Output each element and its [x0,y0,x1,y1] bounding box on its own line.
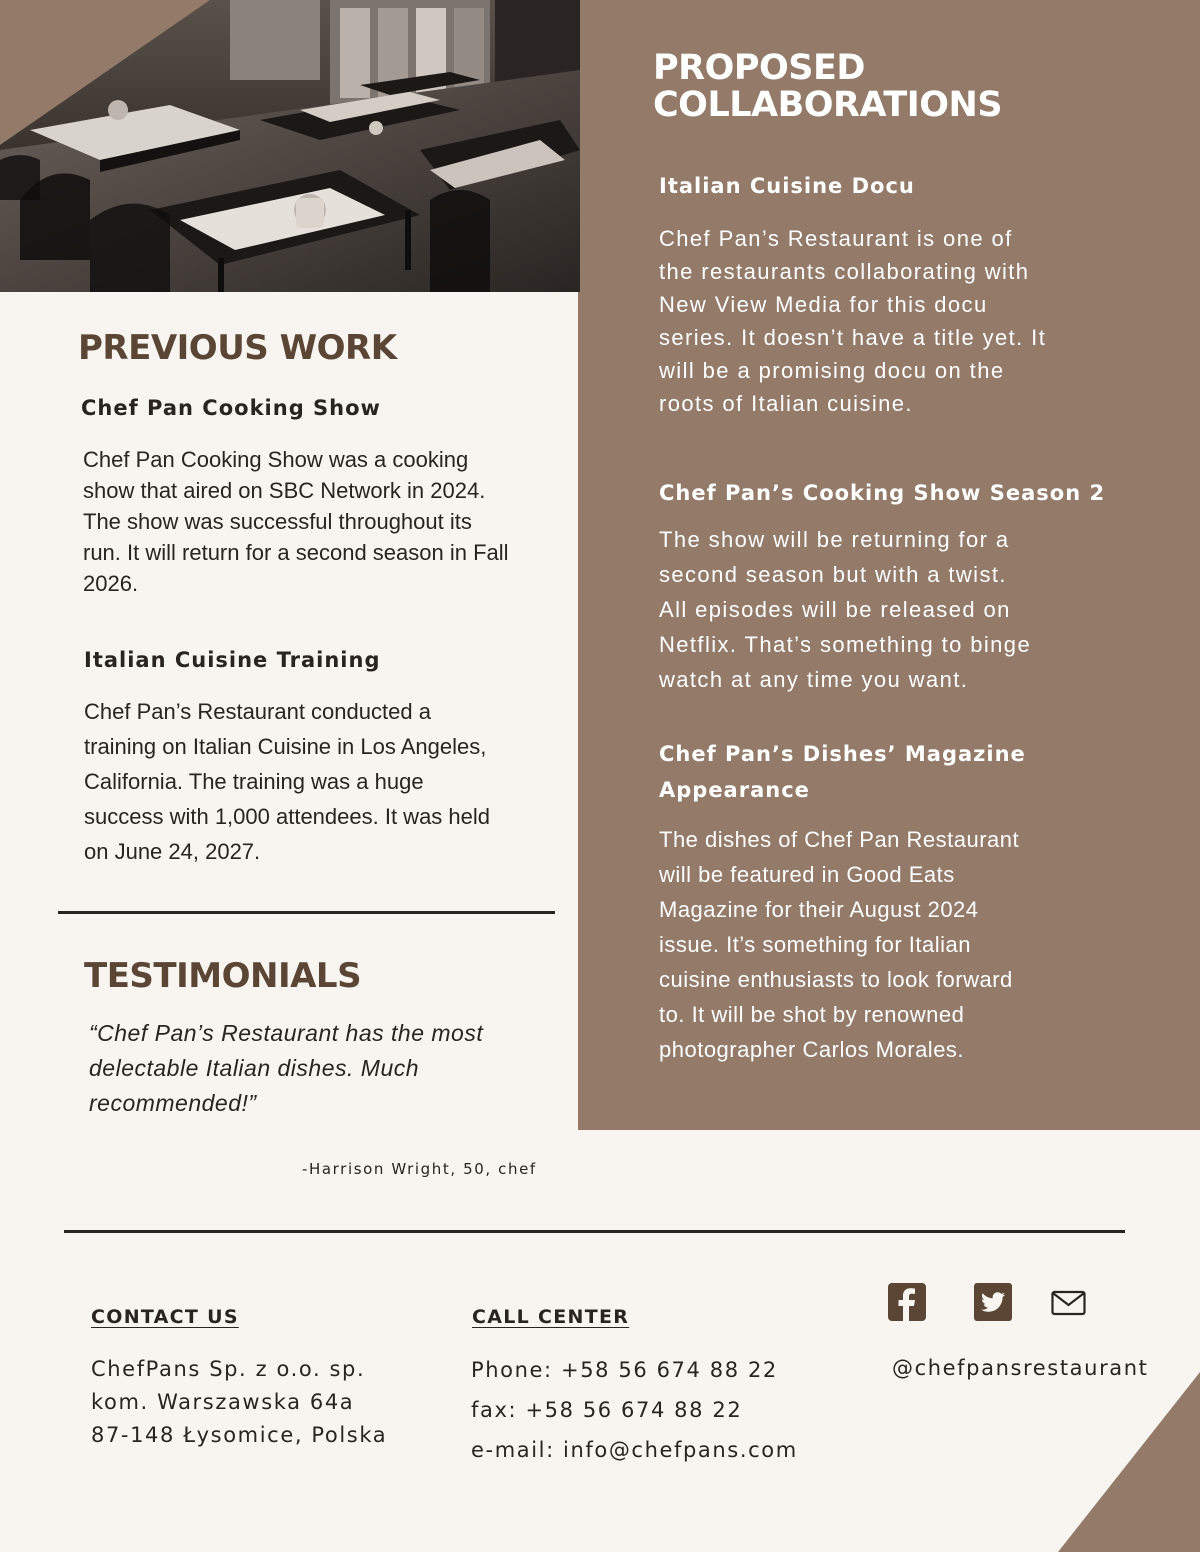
text-line: photographer Carlos Morales. [659,1037,965,1062]
text-line: watch at any time you want. [659,667,969,692]
text-line: Chef Pan Cooking Show was a cooking [83,447,469,472]
title-line: Chef Pan’s Dishes’ Magazine [659,742,1026,766]
proposal-item-3-title [659,736,1179,808]
text-line: series. It doesn’t have a title yet. It [659,325,1047,350]
footer-divider [64,1230,1125,1233]
facebook-icon[interactable] [888,1283,926,1321]
text-line: second season but with a twist. [659,562,1007,587]
mail-icon[interactable] [1050,1286,1088,1324]
quote-line: recommended!” [89,1090,257,1116]
text-line: roots of Italian cuisine. [659,391,913,416]
text-line: will be featured in Good Eats [659,862,955,887]
previous-work-item-2-title: Italian Cuisine Training [84,648,381,672]
text-line: Chef Pan’s Restaurant is one of [659,226,1013,251]
call-center-heading: CALL CENTER [472,1306,630,1328]
address-line: ChefPans Sp. z o.o. sp. [91,1357,366,1381]
email-link[interactable]: e-mail: info@chefpans.com [471,1438,798,1462]
corner-accent-top-left [0,0,210,145]
text-line: success with 1,000 attendees. It was held [84,804,491,829]
text-line: cuisine enthusiasts to look forward [659,967,1013,992]
text-line: will be a promising docu on the [659,358,1005,383]
fax-text: fax: +58 56 674 88 22 [471,1398,743,1422]
contact-address [91,1353,387,1452]
title-line: Appearance [659,778,810,802]
corner-accent-bottom-right [1058,1372,1200,1552]
text-line: the restaurants collaborating with [659,259,1030,284]
proposal-item-3-body [659,822,1179,1067]
text-line: show that aired on SBC Network in 2024. [83,478,486,503]
testimonial-attribution: -Harrison Wright, 50, chef [302,1160,537,1178]
address-line: 87-148 Łysomice, Polska [91,1423,388,1447]
text-line: New View Media for this docu [659,292,988,317]
previous-work-item-1-title: Chef Pan Cooking Show [81,396,381,420]
previous-work-item-2-body [84,694,554,869]
heading-line: COLLABORATIONS [653,85,1003,125]
text-line: 2026. [83,571,139,596]
call-center-details [471,1350,798,1470]
text-line: run. It will return for a second season in Fall [83,540,509,565]
previous-work-heading: PREVIOUS WORK [78,328,397,368]
testimonial-quote [89,1016,539,1121]
text-line: The show was successful throughout its [83,509,472,534]
text-line: issue. It’s something for Italian [659,932,972,957]
text-line: to. It will be shot by renowned [659,1002,965,1027]
text-line: All episodes will be released on [659,597,1011,622]
text-line: California. The training was a huge [84,769,424,794]
phone-text: Phone: +58 56 674 88 22 [471,1358,778,1382]
testimonials-heading: TESTIMONIALS [84,956,362,996]
proposal-item-1-title: Italian Cuisine Docu [659,174,915,198]
proposal-item-2-body [659,522,1179,697]
previous-work-item-1-body [83,444,553,599]
proposed-collaborations-heading [653,50,1173,124]
text-line: on June 24, 2027. [84,839,261,864]
quote-line: delectable Italian dishes. Much [89,1055,420,1081]
social-handle[interactable]: @chefpansrestaurant [892,1356,1149,1380]
text-line: Chef Pan’s Restaurant conducted a [84,699,431,724]
text-line: The show will be returning for a [659,527,1010,552]
text-line: The dishes of Chef Pan Restaurant [659,827,1020,852]
contact-us-heading: CONTACT US [91,1306,239,1328]
proposal-item-2-title: Chef Pan’s Cooking Show Season 2 [659,481,1106,505]
heading-line: PROPOSED [653,48,865,88]
text-line: training on Italian Cuisine in Los Angeles, [84,734,487,759]
text-line: Magazine for their August 2024 [659,897,979,922]
twitter-icon[interactable] [974,1283,1012,1321]
text-line: Netflix. That’s something to binge [659,632,1032,657]
proposal-item-1-body [659,222,1179,420]
section-divider [58,911,555,914]
quote-line: “Chef Pan’s Restaurant has the most [89,1020,484,1046]
address-line: kom. Warszawska 64a [91,1390,355,1414]
